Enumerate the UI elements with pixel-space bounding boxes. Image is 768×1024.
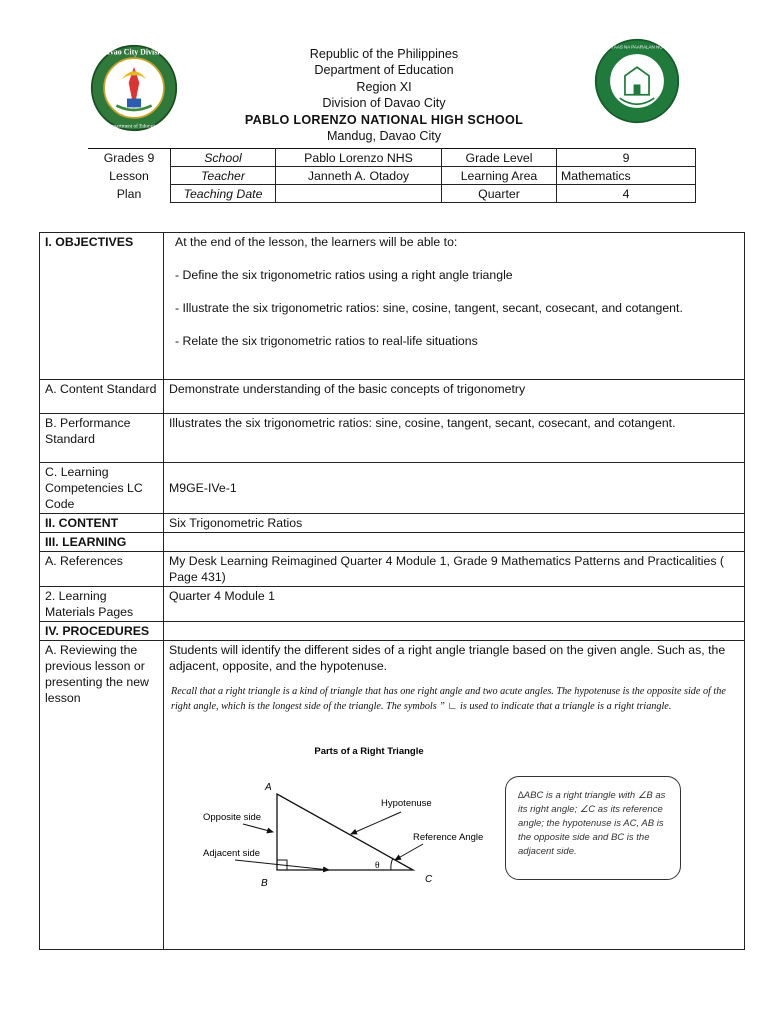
- info-cell: Mathematics: [557, 167, 696, 185]
- header-region: Region XI: [356, 79, 412, 94]
- seal-right-text: PAMBANSANG MATAAS NA PAARALAN NG PABLO LORENZO: [572, 44, 702, 50]
- vertex-c-label: C: [425, 874, 433, 885]
- info-cell: Lesson: [109, 168, 149, 183]
- references-label: A. References: [40, 552, 164, 587]
- theta-label: θ: [375, 861, 380, 871]
- header-department: Department of Education: [314, 63, 454, 78]
- info-row: [88, 149, 696, 167]
- table-row: [40, 641, 745, 950]
- info-row: [88, 167, 696, 185]
- info-cell: 4: [557, 185, 696, 203]
- content-label: II. CONTENT: [40, 514, 164, 533]
- reference-angle-label: Reference Angle: [413, 832, 484, 843]
- header-school-name: PABLO LORENZO NATIONAL HIGH SCHOOL: [244, 112, 524, 127]
- vertex-a-label: A: [265, 782, 272, 793]
- learning-label: III. LEARNING: [40, 533, 164, 552]
- table-row: [40, 514, 745, 533]
- performance-standard-label: B. Performance Standard: [40, 414, 164, 463]
- info-cell: [276, 185, 442, 203]
- document-header: [0, 46, 768, 144]
- recall-paragraph: Recall that a right triangle is a kind of triangle that has one right angle and two acute angles. The hypotenuse is the opposite side of the right angle, which is the longest side of the triangle. The symbols ” ∟ is used to indicate that a triangle is a right triangle.: [171, 686, 726, 712]
- table-row: [40, 587, 745, 622]
- info-cell: 9: [557, 149, 696, 167]
- objective-item: - Define the six trigonometric ratios using a right angle triangle: [175, 268, 513, 282]
- seal-left-subtext: Department of Education: [107, 123, 161, 130]
- content-standard-value: Demonstrate understanding of the basic concepts of trigonometry: [164, 380, 745, 414]
- info-row: [88, 185, 696, 203]
- objective-item: - Illustrate the six trigonometric ratios: sine, cosine, tangent, secant, cosecant, and cotangent.: [175, 301, 683, 315]
- content-value: Six Trigonometric Ratios: [164, 514, 745, 533]
- objectives-cell: [164, 233, 745, 380]
- table-row: [40, 552, 745, 587]
- hypotenuse-arrow: [351, 812, 401, 834]
- opposite-side-label: Opposite side: [203, 812, 262, 823]
- table-row: [40, 533, 745, 552]
- objectives-intro: At the end of the lesson, the learners will be able to:: [175, 235, 458, 249]
- lesson-info-table: [88, 148, 696, 203]
- adjacent-side-label: Adjacent side: [203, 848, 261, 859]
- header-division: Division of Davao City: [322, 96, 446, 111]
- learning-competencies-label: C. Learning Competencies LC Code: [40, 463, 164, 514]
- performance-standard-value: Illustrates the six trigonometric ratios: sine, cosine, tangent, secant, cosecant, and cotangent.: [164, 414, 745, 463]
- procedures-value: [164, 622, 745, 641]
- table-row: [40, 380, 745, 414]
- review-cell: [164, 641, 745, 950]
- table-row: [40, 414, 745, 463]
- triangle-info-box: ∆ABC is a right triangle with ∠B as its right angle; ∠C as its reference angle; the hypotenuse is AC, AB is the opposite side and BC is the adjacent side.: [505, 776, 681, 880]
- hypotenuse-label: Hypotenuse: [381, 798, 432, 809]
- info-cell: Pablo Lorenzo NHS: [276, 149, 442, 167]
- review-label: A. Reviewing the previous lesson or presenting the new lesson: [40, 641, 164, 950]
- info-cell: Grades 9: [88, 149, 171, 167]
- info-cell: Grade Level: [442, 149, 557, 167]
- materials-value: Quarter 4 Module 1: [164, 587, 745, 622]
- objectives-label: I. OBJECTIVES: [40, 233, 164, 380]
- reference-angle-arc: [391, 858, 393, 870]
- info-cell: Plan: [116, 186, 142, 201]
- opposite-arrow: [243, 824, 273, 832]
- materials-label: 2. Learning Materials Pages: [40, 587, 164, 622]
- header-republic: Republic of the Philippines: [309, 47, 459, 61]
- table-row: [40, 463, 745, 514]
- triangle-figure: [169, 742, 499, 912]
- content-standard-label: A. Content Standard: [40, 380, 164, 414]
- info-cell: Quarter: [442, 185, 557, 203]
- seal-left-text: Davao City Division: [100, 47, 168, 57]
- adjacent-arrow: [235, 860, 329, 870]
- vertex-b-label: B: [261, 878, 268, 889]
- table-row: [40, 622, 745, 641]
- lesson-plan-table: [39, 232, 745, 950]
- review-text: Students will identify the different sides of a right angle triangle based on the given angle. Such as, the adjacent, opposite, and the hypotenuse.: [169, 643, 726, 673]
- info-cell: Teacher: [171, 167, 276, 185]
- objective-item: - Relate the six trigonometric ratios to real-life situations: [175, 334, 478, 348]
- info-cell: Learning Area: [442, 167, 557, 185]
- info-cell: Teaching Date: [171, 185, 276, 203]
- info-cell: Janneth A. Otadoy: [276, 167, 442, 185]
- procedures-label: IV. PROCEDURES: [40, 622, 164, 641]
- info-cell: School: [171, 149, 276, 167]
- references-value: My Desk Learning Reimagined Quarter 4 Module 1, Grade 9 Mathematics Patterns and Practicalities ( Page 431): [164, 552, 745, 587]
- header-address: Mandug, Davao City: [326, 129, 442, 144]
- reference-angle-arrow: [395, 844, 423, 860]
- learning-competencies-code: M9GE-IVe-1: [164, 463, 745, 514]
- table-row: [40, 233, 745, 380]
- learning-value: [164, 533, 745, 552]
- diagram-title: Parts of a Right Triangle: [314, 746, 424, 757]
- right-triangle-diagram: [169, 742, 739, 912]
